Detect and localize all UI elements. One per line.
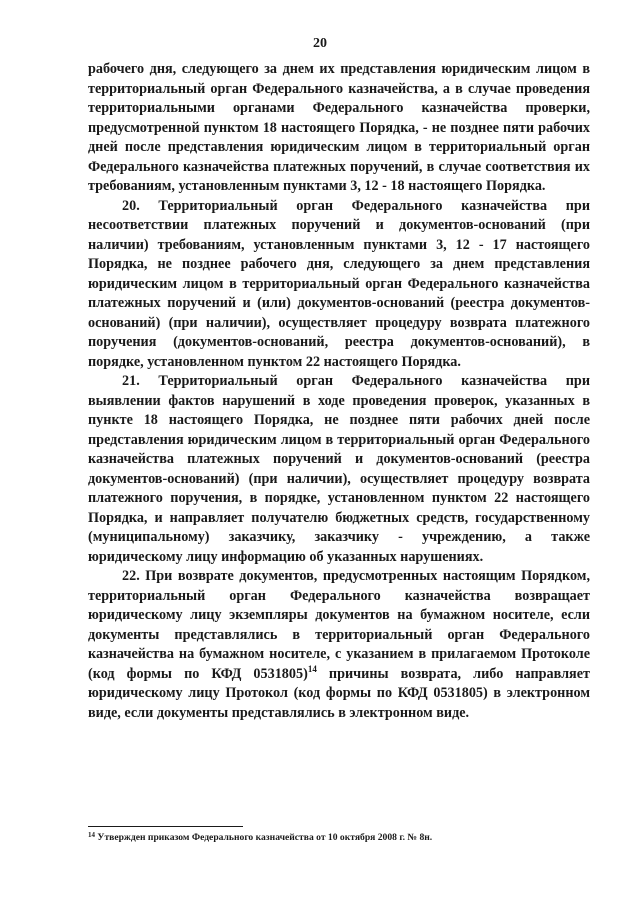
page-number: 20 <box>313 36 327 51</box>
footnote-divider <box>88 826 243 827</box>
document-body <box>88 60 590 723</box>
footnote <box>88 832 590 844</box>
footnote-number: 14 <box>88 831 95 839</box>
footnote-reference: 14 <box>307 663 317 674</box>
paragraph-20: 20. Территориальный орган Федерального казначейства при несоответствии платежных поручений и документов-оснований (при наличии) требованиям, установленным пунктами 3, 12 - 17 настоящего Порядка, не позднее рабочего дня, следующего за днем представления юридическим лицом в территориальный орган Федерального казначейства платежных поручений и (или) документов-оснований (реестра документов-оснований) (при наличии), осуществляет процедуру возврата платежного поручения (документов-оснований, реестра документов-оснований), в порядке, установленном пунктом 22 настоящего Порядка. <box>88 197 590 370</box>
paragraph-continuation: рабочего дня, следующего за днем их представления юридическим лицом в территориальный орган Федерального казначейства, а в случае проведения территориальными органами Федерального казначейства проверки, предусмотренной пунктом 18 настоящего Порядка, - не позднее пяти рабочих дней после представления юридическим лицом в территориальный орган Федерального казначейства платежных поручений, в случае соответствия их требованиям, установленным пунктами 3, 12 - 18 настоящего Порядка. <box>88 61 590 194</box>
paragraph-21: 21. Территориальный орган Федерального казначейства при выявлении фактов нарушений в ходе проведения проверок, указанных в пункте 18 настоящего Порядка, не позднее пяти рабочих дней после представления юридическим лицом в территориальный орган Федерального казначейства платежных поручений и документов-оснований (реестра документов-оснований) (при наличии), осуществляет процедуру возврата платежного поручения, в порядке, установленном пунктом 22 настоящего Порядка, и направляет получателю бюджетных средств, государственному (муниципальному) заказчику, заказчику - учреждению, а также юридическому лицу информацию об указанных нарушениях. <box>88 373 590 565</box>
paragraph-22 <box>88 567 590 723</box>
footnote-text: Утвержден приказом Федерального казначейства от 10 октября 2008 г. № 8н. <box>95 832 433 843</box>
paragraph-22-text-part1: 22. При возврате документов, предусмотренных настоящим Порядком, территориальный орган Федерального казначейства возвращает юридическому лицу экземпляры документов на бумажном носителе, если документы представлялись в территориальный орган Федерального казначейства на бумажном носителе, с указанием в прилагаемом Протоколе (код формы по КФД 0531805) <box>88 568 590 682</box>
paragraph-22-text-part2: причины возврата, либо направляет юридическому лицу Протокол (код формы по КФД 0531805) в электронном виде, если документы представлялись в электронном виде. <box>88 665 591 721</box>
